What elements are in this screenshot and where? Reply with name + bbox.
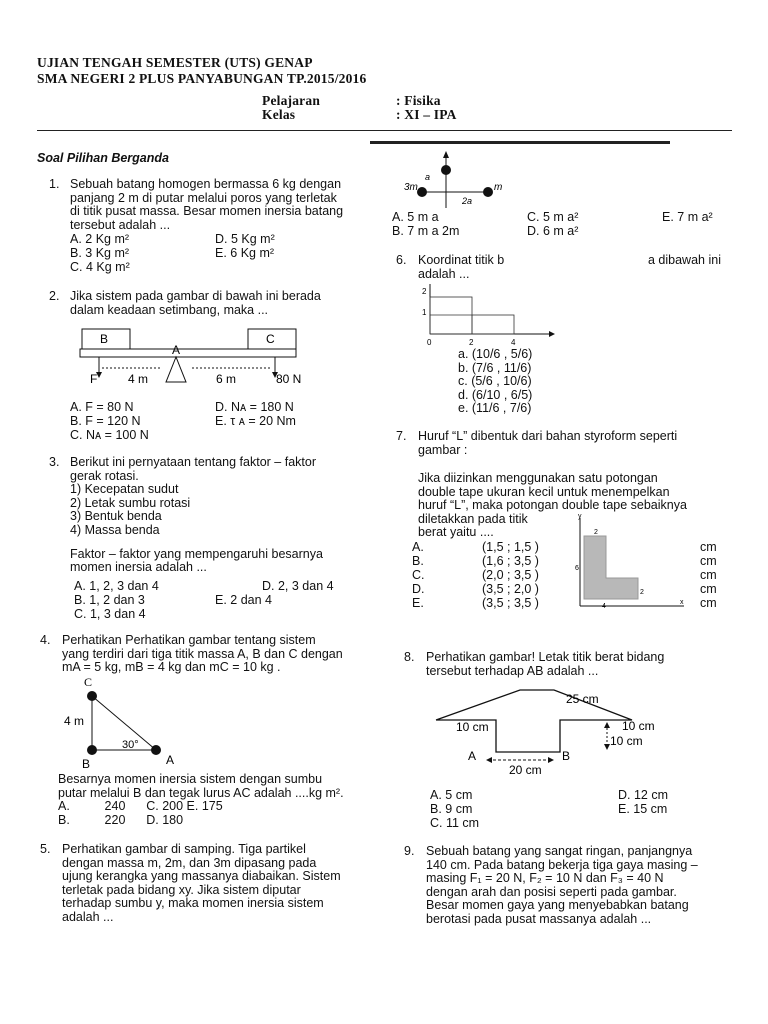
q8-option-b[interactable]: B. 9 cm [430,802,473,816]
q4-label-c: C [84,675,93,689]
q5-line: dengan massa m, 2m, dan 3m dipasang pada [62,855,317,870]
q7-unit: cm [700,554,717,568]
q8-option-e[interactable]: E. 15 cm [618,802,668,816]
q2-line: dalam keadaan setimbang, maka ... [70,302,269,317]
q6-option-e[interactable]: e. (11/6 , 7/6) [458,401,532,416]
q3-option-a[interactable]: A. 1, 2, 3 dan 4 [74,579,159,593]
q8-label-left-10cm: 10 cm [456,720,489,734]
q4-label-b: B [82,757,91,771]
exam-title: UJIAN TENGAH SEMESTER (UTS) GENAP [37,55,313,70]
q7-option-c[interactable]: (2,0 ; 3,5 ) [482,568,539,582]
q1-option-e[interactable]: E. 6 Kg m² [215,246,275,260]
header-divider [37,130,732,131]
q2-text [70,290,321,317]
q2-pivot [166,357,186,382]
q2-beam [80,349,296,357]
q8-shape-diagram [436,688,676,780]
q3-text [70,456,323,575]
q5-option-a[interactable]: A. 5 m a [392,210,439,224]
q7-option-b[interactable]: (1,6 ; 3,5 ) [482,554,539,568]
q4-label-a: A [166,753,175,767]
q8-option-c[interactable]: C. 11 cm [430,816,480,830]
subject-value: : Fisika [396,93,441,108]
q7-opt-label: C. [412,568,425,582]
q7-opt-label: E. [412,596,424,610]
q2-option-e[interactable]: E. τ ᴀ = 20 Nm [215,414,296,428]
q1-text [70,178,343,232]
q7-label-w2: 2 [594,529,598,536]
q2-label-4m: 4 m [128,372,149,386]
q2-label-f: F [90,372,98,386]
q4-mass-b [87,745,97,755]
q7-label-6: 6 [575,565,579,572]
q7-unit: cm [700,582,717,596]
q9-line: 140 cm. Pada batang bekerja tiga gaya masing – [426,857,698,872]
q6-shape-tall [430,297,472,334]
q4-number: 4. [40,633,51,647]
q4-line: putar melalui B dan tegak lurus AC adalah ....kg m². [58,785,344,800]
q7-unit: cm [700,568,717,582]
q7-option-e[interactable]: (3,5 ; 3,5 ) [482,596,539,610]
q4-options-row1[interactable]: A. 240 C. 200 E. 175 [58,799,223,813]
q5-line: terhadap sumbu y, maka momen inersia sistem [62,896,324,911]
q6-option-d[interactable]: d. (6/10 , 6/5) [458,387,533,402]
q7-line: Jika diizinkan menggunakan satu potongan [418,471,658,485]
q5-mass-3m [417,187,427,197]
q7-line: berat yaitu .... [418,525,494,540]
q5-y-arrow [443,151,449,158]
q5-option-d[interactable]: D. 6 m a² [527,224,579,238]
q8-dim-arrow-right [548,757,554,763]
q5-particle-diagram [398,150,518,210]
q8-label-20cm: 20 cm [509,763,542,777]
q9-number: 9. [404,844,415,858]
q2-label-c: C [266,332,275,346]
q8-label-25cm: 25 cm [566,692,599,706]
subject-label: Pelajaran [262,93,321,108]
q8-line: Perhatikan gambar! Letak titik berat bidang [426,650,665,664]
q7-line: Huruf “L” dibentuk dari bahan styroform seperti [418,429,678,443]
school-title: SMA NEGERI 2 PLUS PANYABUNGAN TP.2015/2016 [37,71,367,86]
q7-opt-label: D. [412,582,425,596]
q3-item: 1) Kecepatan sudut [70,482,179,497]
q3-line: Faktor – faktor yang mempengaruhi besarnya [70,546,323,561]
q1-line: tersebut adalah ... [70,217,171,232]
q1-option-d[interactable]: D. 5 Kg m² [215,232,275,246]
q3-line: gerak rotasi. [70,468,139,483]
q3-number: 3. [49,455,60,469]
q8-option-d[interactable]: D. 12 cm [618,788,669,802]
q7-option-a[interactable]: (1,5 ; 1,5 ) [482,540,539,554]
q5-option-e[interactable]: E. 7 m a² [662,210,713,224]
q7-opt-label: A. [412,540,424,554]
q4-question [58,773,344,800]
q7-unit: cm [700,540,717,554]
q1-option-c[interactable]: C. 4 Kg m² [70,260,130,274]
q8-label-right-10cm-1: 10 cm [622,719,655,733]
q4-mass-a [151,745,161,755]
q2-option-b[interactable]: B. F = 120 N [70,414,141,428]
q7-line: diletakkan pada titik [418,511,528,526]
q7-unit: cm [700,596,717,610]
q3-option-d[interactable]: D. 2, 3 dan 4 [262,579,334,593]
q8-number: 8. [404,650,415,664]
q8-text [426,651,664,678]
section-title: Soal Pilihan Berganda [37,151,169,165]
q3-option-b[interactable]: B. 1, 2 dan 3 [74,593,145,607]
q6-x-arrow [549,331,555,337]
q5-mass-2m [441,165,451,175]
q7-line: gambar : [418,442,468,457]
q8-label-a: A [468,749,477,763]
q7-l-shape-diagram [572,514,690,612]
q5-line: terletak pada bidang xy. Jika sistem diputar [62,882,301,897]
q7-line: huruf “L”, maka potongan double tape sebaiknya [418,498,687,513]
q8-line: tersebut terhadap AB adalah ... [426,663,599,678]
header-divider-bold [370,141,670,144]
q4-options-row2[interactable]: B. 220 D. 180 [58,813,184,827]
q6-number: 6. [396,253,407,267]
q6-tick-x2: 2 [469,338,474,347]
q3-line: Berikut ini pernyataan tentang faktor – faktor [70,455,316,469]
q7-opt-label: B. [412,554,424,568]
q2-number: 2. [49,289,60,303]
q4-label-angle: 30° [122,739,139,751]
q3-item: 2) Letak sumbu rotasi [70,495,191,510]
q2-label-80n: 80 N [276,372,302,386]
q7-label-x: x [680,599,684,606]
q7-label-w4: 4 [602,603,606,610]
q9-line: dengan arah dan posisi seperti pada gambar. [426,884,677,899]
q6-tick-x0: 0 [427,338,432,347]
q3-option-c[interactable]: C. 1, 3 dan 4 [74,607,146,621]
q7-text [418,430,677,457]
q4-line: yang terdiri dari tiga titik massa A, B dan C dengan [62,646,343,661]
q1-line: Sebuah batang homogen bermassa 6 kg dengan [70,177,342,191]
q7-label-y: y [578,513,582,520]
class-value: : XI – IPA [396,107,457,122]
q7-number: 7. [396,429,407,443]
q1-line: di titik pusat massa. Besar momen inersia batang [70,204,344,219]
q7-line: double tape ukuran kecil untuk menempelkan [418,484,670,499]
q7-option-d[interactable]: (3,5 ; 2,0 ) [482,582,539,596]
q3-item: 3) Bentuk benda [70,509,162,524]
q6-line: Koordinat titik b [418,253,505,267]
q9-line: masing F₁ = 20 N, F₂ = 10 N dan F₃ = 40 N [426,871,664,886]
q6-tick-y1: 1 [422,308,427,317]
q4-label-4m: 4 m [64,714,85,728]
q9-line: berotasi pada pusat massanya adalah ... [426,911,652,926]
q6-line: adalah ... [418,267,470,281]
q3-item: 4) Massa benda [70,522,160,537]
q5-label-2a: 2a [462,196,473,206]
q6-options [458,348,532,416]
q2-option-d[interactable]: D. Nᴀ = 180 N [215,400,294,414]
q2-option-c[interactable]: C. Nᴀ = 100 N [70,428,149,442]
q2-line: Jika sistem pada gambar di bawah ini berada [70,289,321,303]
q5-label-3m: 3m [404,182,418,193]
q5-label-a: a [425,172,431,182]
q5-line: adalah ... [62,909,114,924]
q6-tick-y2: 2 [422,287,427,296]
q5-line: ujung kerangka yang massanya diabaikan. Sistem [62,869,341,884]
q2-label-b: B [100,332,109,346]
q5-number: 5. [40,842,51,856]
q8-dim-arrow-up [604,722,610,728]
q9-line: Sebuah batang yang sangat ringan, panjangnya [426,844,693,858]
q1-line: panjang 2 m di putar melalui poros yang terletak [70,190,337,205]
q4-triangle-diagram [58,675,188,771]
q4-text [62,634,343,675]
q1-option-a[interactable]: A. 2 Kg m² [70,232,130,246]
q5-option-c[interactable]: C. 5 m a² [527,210,579,224]
q9-line: Besar momen gaya yang menyebabkan batang [426,898,689,913]
q5-option-b[interactable]: B. 7 m a 2m [392,224,460,238]
q7-label-h2: 2 [640,589,644,596]
q1-option-b[interactable]: B. 3 Kg m² [70,246,130,260]
q8-option-a[interactable]: A. 5 cm [430,788,473,802]
q8-label-right-10cm-2: 10 cm [610,734,643,748]
q8-dim-arrow-left [486,757,492,763]
q5-mass-m [483,187,493,197]
q2-label-a: A [172,343,181,357]
q6-tick-x4: 4 [511,338,516,347]
q9-text [426,845,698,927]
q2-option-a[interactable]: A. F = 80 N [70,400,134,414]
q4-line: Perhatikan Perhatikan gambar tentang sistem [62,633,316,647]
q5-line: Perhatikan gambar di samping. Tiga partikel [62,842,306,856]
q6-shape-low [472,315,514,334]
q2-lever-diagram [80,328,300,388]
q6-option-a[interactable]: a. (10/6 , 5/6) [458,347,533,361]
q8-label-b: B [562,749,571,763]
q3-option-e[interactable]: E. 2 dan 4 [215,593,272,607]
q6-line: a dibawah ini [648,253,721,267]
q4-line: Besarnya momen inersia sistem dengan sumbu [58,772,323,786]
q5-text [62,843,341,925]
q3-line: momen inersia adalah ... [70,560,207,575]
q2-label-6m: 6 m [216,372,237,386]
q6-option-c[interactable]: c. (5/6 , 10/6) [458,374,532,389]
q6-option-b[interactable]: b. (7/6 , 11/6) [458,360,532,375]
q4-line: mA = 5 kg, mB = 4 kg dan mC = 10 kg . [62,660,281,675]
q6-coordinate-diagram [420,282,560,348]
class-label: Kelas [262,107,296,122]
q1-number: 1. [49,177,60,191]
q5-label-m: m [494,182,503,193]
